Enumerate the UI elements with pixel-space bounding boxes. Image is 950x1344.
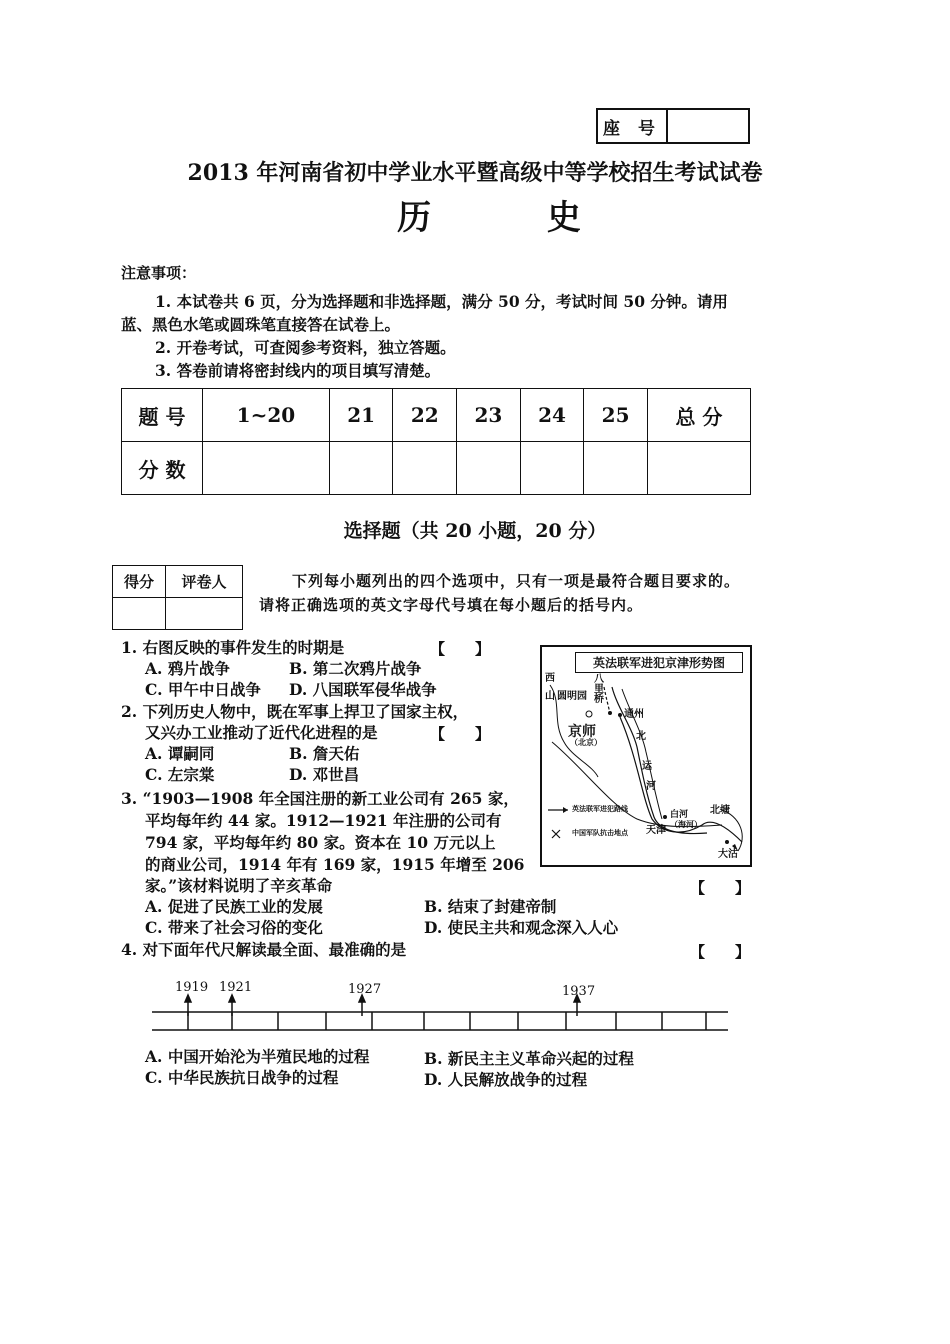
map-label-yuanmingyuan: 圆明园 (557, 691, 587, 702)
score-input-cell[interactable] (584, 442, 648, 495)
q1-stem: 1. 右图反映的事件发生的时期是 (121, 638, 345, 657)
map-label-jingshi: 京师 (568, 724, 596, 740)
q3-stem-line-1: 3. “1903—1908 年全国注册的新工业公司有 265 家， (121, 789, 519, 808)
q3-option-d: D. 使民主共和观念深入人心 (424, 918, 619, 937)
score-table-score-row (122, 442, 751, 495)
q1-option-c: C. 甲午中日战争 (145, 680, 261, 699)
q3-stem-line-2: 平均每年约 44 家。1912—1921 年注册的公司有 (145, 811, 502, 830)
score-input-cell[interactable] (647, 442, 750, 495)
map-label-baihe: 白河 (670, 810, 689, 820)
q3-stem-line-5: 家。”该材料说明了辛亥革命 (145, 876, 333, 895)
map-legend-route: 英法联军进犯路线 (572, 804, 628, 813)
timeline-year-1927: 1927 (348, 982, 382, 997)
q4-stem: 4. 对下面年代尺解读最全面、最准确的是 (121, 940, 407, 959)
map-label-dagu: 大沽 (718, 849, 738, 860)
score-input-cell[interactable] (203, 442, 330, 495)
grader-score-field[interactable] (113, 598, 166, 630)
grader-table (112, 565, 243, 630)
exam-title: 2013 年河南省初中学业水平暨高级中等学校招生考试试卷 (187, 160, 763, 186)
q4-option-d: D. 人民解放战争的过程 (424, 1070, 588, 1089)
notice-item-3: 3. 答卷前请将密封线内的项目填写清楚。 (155, 361, 441, 380)
notice-item-1-cont: 蓝、黑色水笔或圆珠笔直接答在试卷上。 (121, 315, 401, 334)
seat-number-field[interactable] (668, 110, 748, 142)
score-input-cell[interactable] (520, 442, 584, 495)
q3-option-b: B. 结束了封建帝制 (424, 897, 557, 916)
grader-name-label: 评卷人 (166, 566, 243, 598)
timeline-year-1919: 1919 (175, 980, 209, 995)
map-label-shan: 山 (545, 691, 555, 702)
instruction-line-1: 下列每小题列出的四个选项中，只有一项是最符合题目要求的。 (292, 572, 741, 590)
notice-heading: 注意事项： (121, 264, 197, 282)
score-table-header-row (122, 389, 751, 442)
q3-answer-bracket[interactable]: 【 】 (690, 879, 751, 897)
q2-option-c: C. 左宗棠 (145, 765, 215, 784)
map-label-tianjin: 天津 (646, 825, 666, 836)
q2-answer-bracket[interactable]: 【 】 (430, 725, 491, 743)
q2-option-a: A. 谭嗣同 (145, 744, 215, 763)
seat-number-box (596, 108, 750, 144)
score-input-cell[interactable] (329, 442, 393, 495)
map-title: 英法联军进犯京津形势图 (575, 652, 743, 673)
map-label-haihe: （海河） (670, 819, 702, 829)
score-cell: 题 号 (122, 389, 203, 442)
score-cell: 24 (520, 389, 584, 442)
seat-number-label: 座 号 (598, 110, 668, 142)
q2-stem-line-2: 又兴办工业推动了近代化进程的是 (145, 723, 378, 742)
score-cell: 总 分 (647, 389, 750, 442)
section-title: 选择题（共 20 小题，20 分） (343, 520, 607, 542)
q4-option-c: C. 中华民族抗日战争的过程 (145, 1068, 339, 1087)
score-cell: 23 (457, 389, 521, 442)
score-cell: 25 (584, 389, 648, 442)
map-label-baliqiao: 八里桥 (594, 674, 604, 705)
notice-item-1: 1. 本试卷共 6 页，分为选择题和非选择题，满分 50 分，考试时间 50 分钟。请用 (155, 292, 728, 311)
map-figure (540, 645, 752, 867)
score-cell: 1~20 (203, 389, 330, 442)
q1-option-a: A. 鸦片战争 (145, 659, 230, 678)
notice-item-2: 2. 开卷考试，可查阅参考资料，独立答题。 (155, 338, 456, 357)
map-label-xi: 西 (545, 673, 555, 684)
timeline (150, 978, 730, 1038)
timeline-year-1921: 1921 (219, 980, 253, 995)
q3-stem-line-3: 794 家，平均每年约 80 家。资本在 10 万元以上 (145, 833, 496, 852)
q3-option-a: A. 促进了民族工业的发展 (145, 897, 323, 916)
grader-name-field[interactable] (166, 598, 243, 630)
score-cell: 22 (393, 389, 457, 442)
grader-score-label: 得分 (113, 566, 166, 598)
map-legend-resistance: 中国军队抗击地点 (572, 828, 628, 837)
q1-answer-bracket[interactable]: 【 】 (430, 640, 491, 658)
map-label-tongzhou: 通州 (624, 709, 644, 720)
instruction-line-2: 请将正确选项的英文字母代号填在每小题后的括号内。 (259, 596, 644, 614)
score-input-cell[interactable] (393, 442, 457, 495)
q3-option-c: C. 带来了社会习俗的变化 (145, 918, 323, 937)
map-label-he: 河 (646, 781, 656, 792)
score-input-cell[interactable] (457, 442, 521, 495)
q1-option-d: D. 八国联军侵华战争 (289, 680, 437, 699)
score-table (121, 388, 751, 495)
q4-option-b: B. 新民主主义革命兴起的过程 (424, 1049, 634, 1068)
q3-stem-line-4: 的商业公司，1914 年有 169 家，1915 年增至 206 (145, 855, 525, 874)
q2-option-b: B. 詹天佑 (289, 744, 360, 763)
q2-stem-line-1: 2. 下列历史人物中，既在军事上捍卫了国家主权， (121, 702, 469, 721)
score-cell: 分 数 (122, 442, 203, 495)
score-cell: 21 (329, 389, 393, 442)
map-label-beijing: （北京） (570, 737, 602, 747)
subject-title: 历 史 (397, 198, 633, 238)
q4-option-a: A. 中国开始沦为半殖民地的过程 (145, 1047, 370, 1066)
q1-option-b: B. 第二次鸦片战争 (289, 659, 422, 678)
q4-answer-bracket[interactable]: 【 】 (690, 943, 751, 961)
map-label-beitang: 北塘 (710, 805, 730, 816)
q2-option-d: D. 邓世昌 (289, 765, 360, 784)
map-label-bei: 北 (636, 731, 646, 742)
map-label-yun: 运 (642, 761, 652, 772)
timeline-year-1937: 1937 (562, 984, 596, 999)
